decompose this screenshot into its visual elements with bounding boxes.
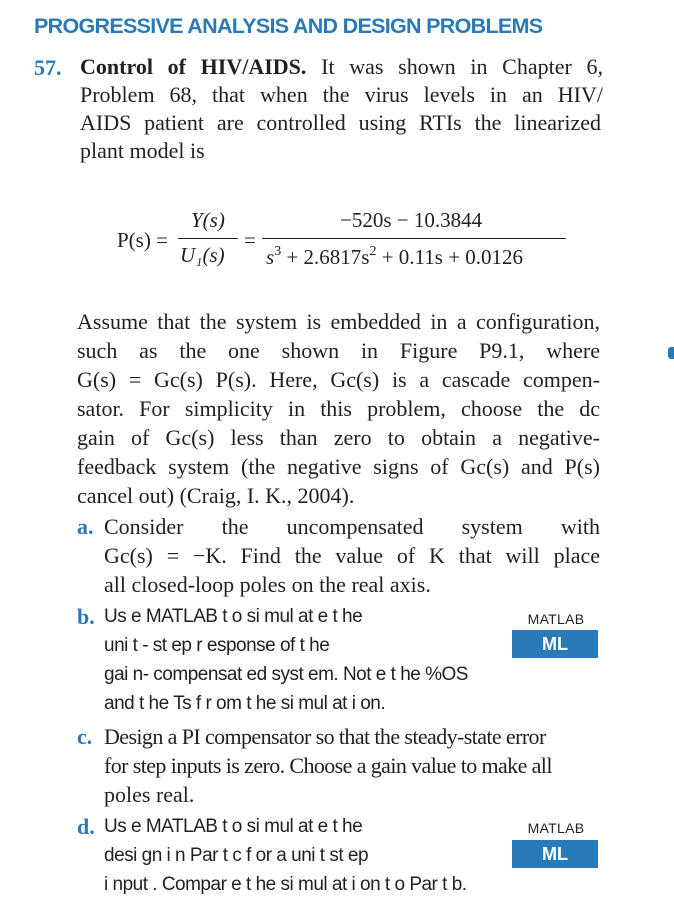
intro-text: It was shown in Chapter 6, <box>321 54 603 79</box>
part-b-label: b. <box>77 604 95 629</box>
part-c-line-2: for step inputs is zero. Choose a gain value to make all <box>104 753 552 778</box>
problem-title: Control of HIV/AIDS. <box>80 54 307 79</box>
frac1-bar <box>178 238 238 239</box>
part-a-line-3: all closed-loop poles on the real axis. <box>104 572 431 597</box>
part-c-label: c. <box>77 724 93 749</box>
part-d-label: d. <box>77 814 95 839</box>
equation-equals: = <box>244 228 256 252</box>
frac1-numerator: Y(s) <box>191 208 225 232</box>
section-heading: PROGRESSIVE ANALYSIS AND DESIGN PROBLEMS <box>34 14 543 38</box>
frac2-numerator: −520s − 10.3844 <box>340 208 483 232</box>
part-a-line-2: Gc(s) = −K. Find the value of K that will place <box>104 543 600 568</box>
part-d-line-2: desi gn i n Par t c f or a uni t st ep <box>104 845 369 866</box>
body-line-3: G(s) = Gc(s) P(s). Here, Gc(s) is a cascade compen- <box>77 367 600 392</box>
part-d-line-1: Us e MATLAB t o si mul at e t he <box>104 816 363 837</box>
equation-lhs: P(s) = <box>117 228 168 252</box>
body-line-5: gain of Gc(s) less than zero to obtain a negative- <box>77 425 600 450</box>
part-c-line-3: poles real. <box>104 782 195 807</box>
ml-badge-2: ML <box>512 840 598 868</box>
intro-line-2: Problem 68, that when the virus levels in an HIV/ <box>80 82 603 107</box>
part-b-line-4: and t he Ts f r om t he si mul at i on. <box>104 693 386 714</box>
intro-line-4: plant model is <box>80 138 205 163</box>
problem-number: 57. <box>34 55 62 80</box>
frac2-denominator: $s^3 + 2.6817s^2 + 0.11s + 0.0126$ <box>266 244 524 269</box>
part-a-label: a. <box>77 514 94 539</box>
matlab-label-1: MATLAB <box>527 611 585 627</box>
intro-line-1 <box>80 53 603 81</box>
frac1-denominator: U₁(s) <box>180 243 225 267</box>
body-line-6: feedback system (the negative signs of Gc(s) and P(s) <box>77 454 600 479</box>
part-d-line-3: i nput . Compar e t he si mul at i on t o Par t b. <box>104 874 467 895</box>
body-line-2: such as the one shown in Figure P9.1, where <box>77 338 600 363</box>
frac2-bar <box>262 238 566 239</box>
part-c-line-1: Design a PI compensator so that the steady-state error <box>104 724 546 749</box>
matlab-label-2: MATLAB <box>527 820 585 836</box>
part-b-line-2: uni t - st ep r esponse of t he <box>104 635 330 656</box>
ml-badge-1: ML <box>512 630 598 658</box>
body-line-1: Assume that the system is embedded in a configuration, <box>77 309 600 334</box>
part-a-line-1: Consider the uncompensated system with <box>104 514 600 539</box>
edge-marker-icon <box>668 347 674 359</box>
body-line-4: sator. For simplicity in this problem, choose the dc <box>77 396 600 421</box>
part-b-line-3: gai n- compensat ed syst em. Not e t he %OS <box>104 664 468 685</box>
intro-line-3: AIDS patient are controlled using RTIs the linearized <box>80 110 601 135</box>
body-line-7: cancel out) (Craig, I. K., 2004). <box>77 483 355 508</box>
part-b-line-1: Us e MATLAB t o si mul at e t he <box>104 606 363 627</box>
